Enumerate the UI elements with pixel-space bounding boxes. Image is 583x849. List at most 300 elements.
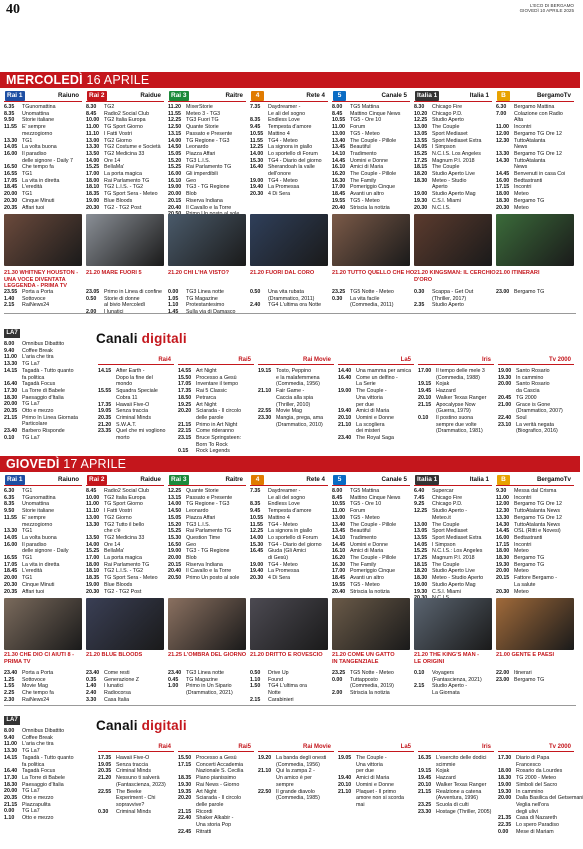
schedule-line <box>168 488 246 495</box>
program-title: Quante Storie <box>186 488 219 494</box>
schedule-line <box>178 802 254 809</box>
schedule-line <box>168 575 246 582</box>
program-title: TG2 Giorno <box>104 514 132 521</box>
program-photo <box>332 214 410 266</box>
schedule-line <box>498 388 574 395</box>
program-title: TG La7 <box>22 808 40 815</box>
schedule-line <box>496 568 574 575</box>
channel-header <box>250 474 328 486</box>
schedule-line <box>332 522 410 529</box>
schedule-line <box>4 138 82 145</box>
program-title: Movie Mag <box>22 683 48 690</box>
program-time: 22.35 <box>498 822 512 829</box>
program-time: 19.00 <box>168 184 182 191</box>
program-time: 19.40 <box>338 775 352 782</box>
program-title: Hazzard <box>436 775 456 782</box>
schedule-line <box>4 670 82 677</box>
program-time <box>4 131 22 138</box>
schedule-line <box>414 171 492 178</box>
channel-logo-icon: Rai 2 <box>89 476 105 483</box>
schedule-line <box>496 205 574 212</box>
program-time <box>98 795 116 802</box>
schedule-line <box>338 395 414 402</box>
program-time: 9.50 <box>4 117 15 124</box>
schedule-line <box>4 568 82 575</box>
schedule-line <box>414 131 492 138</box>
program-title: Meteo <box>514 548 529 555</box>
program-title: Kojak <box>436 381 450 388</box>
program-title: Meteo - Studio Aperto <box>432 575 484 582</box>
schedule-line <box>168 158 246 165</box>
schedule-line <box>332 171 410 178</box>
program-title: Chicago Fire <box>432 104 463 110</box>
program-time: 23.40 <box>338 435 352 442</box>
schedule-line <box>4 124 82 131</box>
program-title: Shaker Alkabir - <box>196 815 234 822</box>
schedule-line <box>168 138 246 145</box>
schedule-line <box>4 542 82 549</box>
program-title: Hostage (Thriller, 2005) <box>436 808 492 815</box>
program-title: Art Night <box>196 401 217 408</box>
program-title: Striscia la notizia <box>350 690 390 697</box>
channel-logo-icon: B <box>497 475 510 485</box>
schedule-line <box>496 138 574 145</box>
program-title: TG5 - Ore 10 <box>350 117 382 124</box>
program-title: Omnibus Dibattito <box>22 728 65 734</box>
program-title: Found <box>268 676 284 683</box>
program-time <box>496 582 514 589</box>
schedule-line <box>168 131 246 138</box>
program-title: In cammino <box>516 374 544 381</box>
featured-program <box>86 652 164 659</box>
late-schedule <box>168 670 246 704</box>
program-time: 21.10 <box>338 788 352 795</box>
program-title: TG1 <box>22 575 33 582</box>
schedule-line <box>414 184 492 191</box>
schedule-line <box>250 302 328 309</box>
schedule-line <box>86 575 164 582</box>
schedule-line <box>498 815 574 822</box>
schedule-line <box>414 488 492 495</box>
program-time: 8.45 <box>332 494 343 501</box>
program-time <box>4 421 22 428</box>
schedule-line <box>258 402 334 409</box>
program-title: Blue Bloods <box>104 197 133 204</box>
schedule-line <box>98 795 174 802</box>
schedule-line <box>4 401 90 408</box>
schedule-line <box>418 408 494 415</box>
program-title: Porta a Porta <box>22 670 54 676</box>
program-title: Bergamo TG <box>514 289 545 295</box>
program-title: Striscia la notizia <box>350 588 390 595</box>
program-title: Studio Aperto - <box>432 508 468 515</box>
program-title: TG La7 <box>22 788 40 795</box>
schedule-line <box>496 104 574 111</box>
program-title: Beautiful <box>350 528 371 535</box>
late-schedule <box>86 670 164 704</box>
program-time: 14.05 <box>414 541 428 548</box>
program-title: Il tempo delle mele 3 <box>436 368 485 374</box>
program-title: TG Sport Sera - Meteo <box>104 575 158 582</box>
schedule-line <box>4 522 82 529</box>
schedule-line <box>168 528 246 535</box>
program-title: Blob <box>186 555 197 562</box>
schedule-line <box>250 670 328 677</box>
program-time: 1.10 <box>4 815 15 822</box>
program-title: Sherandoah la valle <box>268 164 315 171</box>
program-time: 14.00 <box>250 534 264 541</box>
channel-logo-icon: B <box>497 91 510 101</box>
program-title: TG5 Notte - Meteo <box>350 289 394 295</box>
program-title: Omnibus Dibattito <box>22 341 65 347</box>
late-schedule <box>4 289 82 312</box>
schedule-line <box>496 191 574 198</box>
channel-logo-icon: 5 <box>333 91 346 101</box>
program-title: Il Cavallo e la Torre <box>186 568 232 575</box>
schedule-line <box>496 522 574 529</box>
program-time: 20.30 <box>414 204 428 211</box>
program-title: Drive Up <box>268 670 289 676</box>
program-time: 18.30 <box>414 177 428 184</box>
program-time: 13.00 <box>414 521 428 528</box>
channel-schedule <box>250 488 328 596</box>
la7-schedule <box>4 341 90 459</box>
program-time: 23.00 <box>496 289 510 295</box>
program-time <box>418 762 436 769</box>
channel-logo-icon: Rai 1 <box>7 476 23 483</box>
program-time: 17.15 <box>496 541 510 548</box>
program-title: Tosto, Peppino <box>276 368 312 374</box>
channel-schedule <box>86 488 164 596</box>
schedule-line <box>4 131 82 138</box>
program-time: 15.05 <box>168 150 182 157</box>
schedule-line <box>4 808 90 815</box>
program-title: morto <box>116 435 130 442</box>
schedule-line <box>178 422 254 429</box>
schedule-line <box>338 775 414 782</box>
program-title: La Giornata <box>432 690 460 697</box>
program-title: TG5 Mattina <box>350 488 380 494</box>
program-photo <box>414 214 492 266</box>
program-title: La Promessa <box>268 568 300 575</box>
program-time: 1.10 <box>250 676 261 683</box>
schedule-line <box>496 501 574 508</box>
schedule-line <box>168 677 246 684</box>
program-time: 10.55 <box>250 514 264 521</box>
program-title: La banda degli onesti <box>276 755 327 761</box>
program-time: 2.15 <box>250 696 261 703</box>
schedule-line <box>86 198 164 205</box>
program-time <box>418 408 436 415</box>
program-time: 9.40 <box>4 347 15 354</box>
program-title: Tradimento <box>350 534 377 541</box>
program-time: 23.15 <box>178 435 192 442</box>
program-time: 14.05 <box>414 144 428 151</box>
program-time: 13.30 <box>496 514 510 521</box>
program-title: TG3 Linea notte <box>186 670 224 676</box>
program-title: Casa di Nazareth <box>516 815 557 822</box>
digital-channel-header: Tv 2000 <box>498 744 574 752</box>
schedule-line <box>4 395 90 402</box>
program-title: TG La7 <box>22 361 40 368</box>
schedule-line <box>338 415 414 422</box>
program-title: Ricordi <box>196 808 213 815</box>
program-title: Paesaggio d'Italia <box>22 394 64 401</box>
program-title: Benvenuti in casa Coi <box>514 171 566 178</box>
program-time <box>338 795 356 802</box>
schedule-line <box>86 158 164 165</box>
program-title: Carabinieri <box>268 696 294 703</box>
schedule-line <box>4 164 82 171</box>
schedule-line <box>332 670 410 677</box>
schedule-line <box>178 775 254 782</box>
program-time: 17.30 <box>498 755 512 761</box>
program-time: 2.40 <box>250 302 261 309</box>
schedule-line <box>250 151 328 158</box>
day-date: 16 APRILE <box>86 73 150 87</box>
program-title: E' sempre <box>22 514 46 521</box>
program-title: Le ali del sogno <box>268 110 306 117</box>
schedule-line <box>414 144 492 151</box>
program-title: TG2 Italia Europa <box>104 494 146 501</box>
schedule-line <box>168 515 246 522</box>
program-title: Generazione Z <box>104 676 140 683</box>
program-time: 11.55 <box>250 521 263 528</box>
program-time: 13.50 <box>86 150 100 157</box>
schedule-line <box>338 422 414 429</box>
program-time: 19.45 <box>418 388 432 395</box>
schedule-line <box>168 171 246 178</box>
late-schedule <box>414 670 492 704</box>
day-name: GIOVEDÌ <box>6 457 60 471</box>
program-title: Magnum P.I. 2018 <box>432 157 475 164</box>
program-time <box>414 184 432 191</box>
program-title: Sciarada - Il circolo <box>196 795 242 802</box>
program-time: 20.30 <box>86 588 100 595</box>
schedule-line <box>498 802 574 809</box>
program-time: 18.45 <box>332 191 346 198</box>
program-time: 2.40 <box>86 690 97 697</box>
program-title: News <box>514 164 528 171</box>
schedule-line <box>332 124 410 131</box>
schedule-line <box>498 775 574 782</box>
schedule-line <box>168 178 246 185</box>
program-time: 16.20 <box>332 555 346 562</box>
program-title: Realzione a catena <box>436 788 482 795</box>
program-time: 17.30 <box>4 387 18 394</box>
program-title: Alta <box>514 117 524 124</box>
schedule-line <box>86 522 164 529</box>
program-time: 16.40 <box>250 164 264 171</box>
program-title: Mattino 4 <box>268 130 290 137</box>
schedule-line <box>258 388 334 395</box>
schedule-line <box>4 528 82 535</box>
schedule-line <box>414 690 492 697</box>
program-title: TG1 <box>22 171 33 178</box>
program-title: TuttoAtalanta <box>514 137 546 144</box>
program-time <box>332 302 350 309</box>
program-time: 14.05 <box>4 144 18 151</box>
schedule-line <box>258 408 334 415</box>
program-time: 7.35 <box>250 104 261 110</box>
schedule-line <box>86 589 164 596</box>
schedule-line <box>418 775 494 782</box>
program-title: Plaquet - Il primo <box>356 788 397 795</box>
program-title: TG Magazine <box>186 676 218 683</box>
schedule-line <box>86 138 164 145</box>
featured-program <box>4 270 82 290</box>
channel-header <box>496 90 574 102</box>
schedule-line <box>86 582 164 589</box>
program-title: La salute <box>514 581 536 588</box>
program-title: C.S.I. Miami <box>432 197 461 204</box>
program-time: 14.45 <box>332 541 346 548</box>
program-time: 0.45 <box>168 676 179 683</box>
schedule-line <box>414 124 492 131</box>
digital-schedule <box>258 755 334 847</box>
schedule-line <box>332 205 410 212</box>
schedule-line <box>498 795 583 802</box>
program-time: 13.00 <box>86 514 100 521</box>
program-time <box>258 375 276 382</box>
schedule-line <box>168 164 246 171</box>
program-title: Mattino 4 <box>268 514 290 521</box>
program-title: TG2 Costume e Società <box>104 144 161 151</box>
program-title: Qui la zampa 2 - <box>276 768 315 775</box>
program-title: Geo <box>186 177 197 184</box>
program-time: 1.05 <box>168 295 179 302</box>
schedule-line <box>414 289 492 296</box>
schedule-line <box>4 515 82 522</box>
program-title: Dopo la fine del <box>116 374 153 381</box>
program-title: Barbero Risponde <box>22 428 65 435</box>
schedule-line <box>418 755 494 762</box>
channel-name: Rete 4 <box>306 476 325 483</box>
program-title: Una vittoria <box>356 761 383 768</box>
program-time: 19.20 <box>258 755 272 761</box>
schedule-line <box>414 158 492 165</box>
program-title: The Couple - Pillole <box>350 555 397 562</box>
program-time: 16.45 <box>250 548 264 555</box>
section-divider <box>4 313 576 314</box>
program-title: Una storia Pop <box>196 822 232 829</box>
program-time <box>98 395 116 402</box>
featured-program <box>250 652 328 659</box>
schedule-line <box>498 755 574 762</box>
channel-schedule <box>496 104 574 212</box>
schedule-line <box>4 111 82 118</box>
channel-logo-icon: 4 <box>251 475 264 485</box>
program-time: 18.35 <box>86 575 100 582</box>
schedule-line <box>178 435 254 442</box>
program-time: 1.40 <box>86 683 97 690</box>
program-time: 23.30 <box>418 808 432 815</box>
schedule-line <box>418 368 494 375</box>
program-title: Beautiful <box>350 144 371 151</box>
program-time: 17.05 <box>178 381 192 388</box>
day-title <box>6 73 149 87</box>
program-time: 19.30 <box>178 781 192 788</box>
featured-title: LE ORIGINI <box>414 658 445 665</box>
program-time: 19.05 <box>338 755 352 761</box>
program-time: 11.00 <box>86 501 99 508</box>
program-title: Walker Texas Ranger <box>436 781 487 788</box>
program-time: 20.30 <box>4 197 18 204</box>
program-title: TG1 <box>22 191 33 198</box>
program-photo <box>86 598 164 650</box>
program-title: TG4 - Meteo <box>268 521 298 528</box>
schedule-line <box>86 151 164 158</box>
program-time: 16.20 <box>332 171 346 178</box>
late-schedule <box>332 670 410 704</box>
schedule-line <box>338 388 414 395</box>
program-time <box>86 302 104 309</box>
schedule-line <box>168 111 246 118</box>
schedule-line <box>86 184 164 191</box>
program-title: La porta magica <box>104 171 142 178</box>
schedule-line <box>332 158 410 165</box>
channel-name: Italia 1 <box>469 476 489 483</box>
program-title: TG5 - Meteo <box>350 197 380 204</box>
program-time: 18.00 <box>496 191 510 198</box>
program-title: Incontri <box>514 541 532 548</box>
program-time <box>250 495 268 502</box>
schedule-line <box>168 191 246 198</box>
program-photo <box>332 598 410 650</box>
schedule-line <box>332 495 410 502</box>
schedule-line <box>250 683 328 690</box>
channel-schedule <box>414 104 492 212</box>
program-title: Concerti Accademia <box>196 761 244 768</box>
program-time <box>258 762 276 769</box>
program-time <box>338 428 356 435</box>
program-title: Coffee Break <box>22 734 53 741</box>
program-time: 18.15 <box>414 561 428 568</box>
program-title: Santo Rosario <box>516 381 550 388</box>
program-title: Cinque Minuti <box>22 197 55 204</box>
program-time: 20.40 <box>332 588 346 595</box>
schedule-line <box>332 302 410 309</box>
program-time: 13.00 <box>414 124 428 131</box>
program-time: 19.55 <box>332 581 346 588</box>
late-schedule <box>496 289 574 312</box>
program-title: Tempesta d'amore <box>268 508 312 515</box>
schedule-line <box>86 178 164 185</box>
schedule-line <box>332 562 410 569</box>
schedule-line <box>414 205 492 212</box>
program-title: Grace is Gone <box>516 401 551 408</box>
program-title: Piazzapulita <box>22 801 51 808</box>
program-time: 2.00 <box>332 690 343 697</box>
channel-schedule <box>86 104 164 212</box>
schedule-line <box>332 528 410 535</box>
program-title: Studio Aperto Live <box>432 568 475 575</box>
program-time: 23.40 <box>168 670 182 676</box>
program-title: RaiNews24 <box>22 696 50 703</box>
program-time: 21.15 <box>178 421 192 428</box>
schedule-line <box>86 191 164 198</box>
featured-program <box>496 652 574 659</box>
schedule-line <box>338 802 414 809</box>
program-time: 8.35 <box>250 117 261 124</box>
schedule-line <box>178 408 254 415</box>
program-title: La Serie <box>356 381 376 388</box>
program-title: 4 Di Sera <box>268 191 291 198</box>
schedule-line <box>86 289 164 296</box>
schedule-line <box>4 104 82 111</box>
schedule-line <box>86 690 164 697</box>
program-time: 0.10 <box>418 414 429 421</box>
